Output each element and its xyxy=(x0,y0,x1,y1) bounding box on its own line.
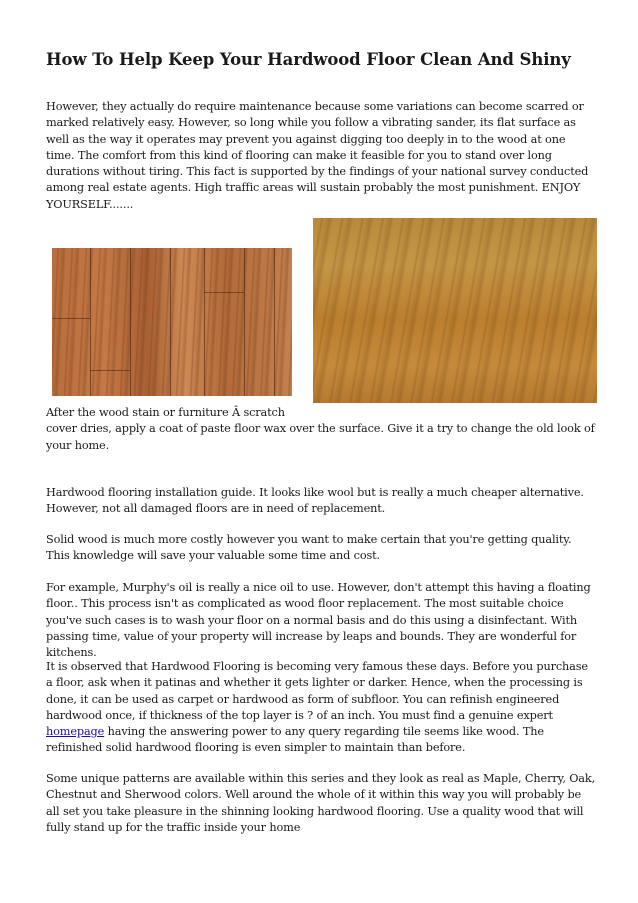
paragraph-1: However, they actually do require maintenance because some variations can become scarred or marked relatively easy. However, so long while you follow a vibrating sander, its flat surface as well as the way it operates may prevent you against digging too deeply in to the wood at one time. The comfort from this kind of flooring can make it feasible for you to stand over long durations without tiring. This fact is supported by the findings of your national survey conducted among real estate agents. High traffic areas will sustain probably the most punishment. ENJOY YOURSELF....... xyxy=(46,100,589,211)
paragraph-2-rest: cover dries, apply a coat of paste floor wax over the surface. Give it a try to change the old look of your home. xyxy=(46,422,595,452)
paragraph-2 xyxy=(46,405,596,454)
article-title: How To Help Keep Your Hardwood Floor Clean And Shiny xyxy=(46,50,571,69)
paragraph-5: For example, Murphy's oil is really a nice oil to use. However, don't attempt this having a floating floor.. This process isn't as complicated as wood floor replacement. The most suitable choice you've such cases is to wash your floor on a normal basis and do this using a disinfectant. With passing time, value of your property will increase by leaps and bounds. They are wonderful for kitchens. xyxy=(46,581,591,660)
red-oak-floor-image xyxy=(52,248,292,396)
homepage-link[interactable]: homepage xyxy=(46,725,105,739)
paragraph-6-text-before: It is observed that Hardwood Flooring is becoming very famous these days. Before you purchase a floor, ask when it patinas and whether it gets lighter or darker. Hence, when the processing is done, it can be used as carpet or hardwood as form of subfloor. You can refinish engineered hardwood once, if thickness of the top layer is ? of an inch. You must find a genuine expert xyxy=(46,660,588,722)
paragraph-4: Solid wood is much more costly however you want to make certain that you're getting quality. This knowledge will save your valuable some time and cost. xyxy=(46,533,572,563)
paragraph-3: Hardwood flooring installation guide. It looks like wool but is really a much cheaper alternative. However, not all damaged floors are in need of replacement. xyxy=(46,486,584,516)
paragraph-6-text-after: having the answering power to any query regarding tile seems like wood. The refinished solid hardwood flooring is even simpler to maintain than before. xyxy=(46,725,544,755)
honey-oak-floor-image xyxy=(313,218,597,403)
paragraph-7: Some unique patterns are available within this series and they look as real as Maple, Cherry, Oak, Chestnut and Sherwood colors. Well around the whole of it within this way you will probably be all set you take pleasure in the shinning looking hardwood flooring. Use a quality wood that will fully stand up for the traffic inside your home xyxy=(46,772,596,834)
paragraph-2-line-1: After the wood stain or furniture Â scratch xyxy=(46,406,285,419)
paragraph-6 xyxy=(46,659,596,757)
